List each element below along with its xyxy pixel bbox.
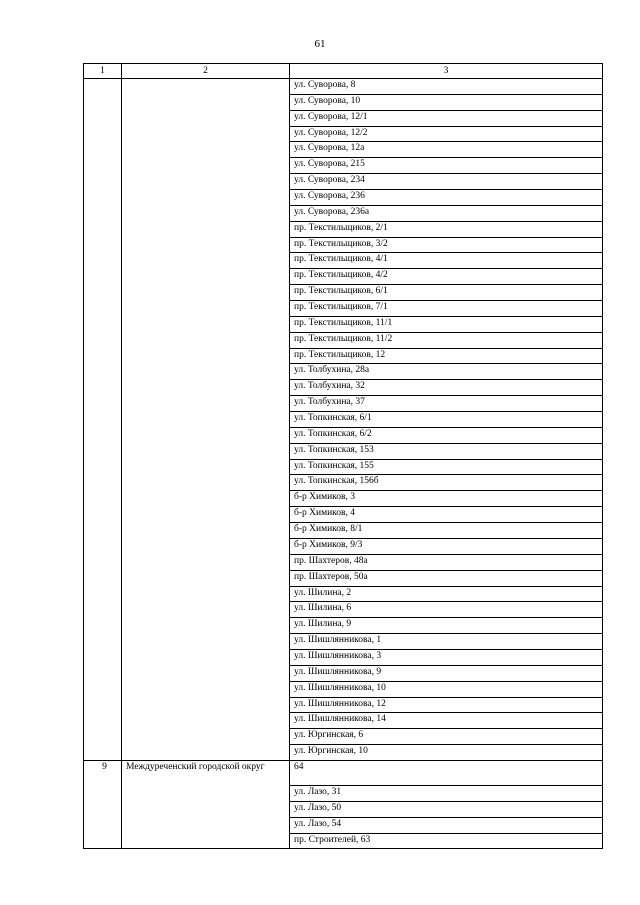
address-cell: ул. Лазо, 50 — [290, 801, 603, 817]
address-cell: ул. Топкинская, 155 — [290, 459, 603, 475]
table-row — [84, 760, 603, 785]
address-cell: ул. Суворова, 8 — [290, 79, 603, 95]
address-cell: пр. Текстильщиков, 6/1 — [290, 285, 603, 301]
district-name-cell — [122, 79, 290, 761]
address-cell: пр. Текстильщиков, 4/1 — [290, 253, 603, 269]
address-cell: пр. Текстильщиков, 4/2 — [290, 269, 603, 285]
address-cell: ул. Топкинская, 156б — [290, 475, 603, 491]
address-cell: пр. Текстильщиков, 12 — [290, 348, 603, 364]
header-col-3: 3 — [290, 64, 603, 79]
address-cell: ул. Юргинская, 6 — [290, 729, 603, 745]
page-number: 61 — [314, 38, 326, 50]
address-cell: ул. Топкинская, 6/1 — [290, 412, 603, 428]
address-cell: ул. Шишлянникова, 12 — [290, 697, 603, 713]
address-cell: б-р Химиков, 9/3 — [290, 538, 603, 554]
address-cell: ул. Шишлянникова, 14 — [290, 713, 603, 729]
address-cell: ул. Толбухина, 37 — [290, 396, 603, 412]
address-cell: ул. Шилина, 9 — [290, 618, 603, 634]
address-cell: пр. Шахтеров, 50а — [290, 570, 603, 586]
table-row — [84, 79, 603, 95]
address-cell: ул. Толбухина, 32 — [290, 380, 603, 396]
address-cell: ул. Суворова, 236а — [290, 205, 603, 221]
table-body — [84, 79, 603, 849]
district-name-cell: Междуреченский городской округ — [122, 760, 290, 848]
address-cell: ул. Топкинская, 6/2 — [290, 427, 603, 443]
address-cell: ул. Суворова, 215 — [290, 158, 603, 174]
address-cell: пр. Текстильщиков, 7/1 — [290, 301, 603, 317]
address-cell: пр. Текстильщиков, 3/2 — [290, 237, 603, 253]
address-cell: ул. Шилина, 6 — [290, 602, 603, 618]
address-cell: б-р Химиков, 4 — [290, 507, 603, 523]
address-cell: ул. Шилина, 2 — [290, 586, 603, 602]
address-cell: ул. Суворова, 10 — [290, 94, 603, 110]
header-col-2: 2 — [122, 64, 290, 79]
district-number-cell — [84, 79, 122, 761]
address-cell: ул. Суворова, 12/1 — [290, 110, 603, 126]
address-cell: ул. Суворова, 12/2 — [290, 126, 603, 142]
address-table — [83, 63, 603, 849]
address-cell: б-р Химиков, 3 — [290, 491, 603, 507]
address-cell: ул. Суворова, 12а — [290, 142, 603, 158]
address-count-cell: 64 — [290, 760, 603, 785]
address-cell: ул. Лазо, 31 — [290, 785, 603, 801]
address-cell: ул. Суворова, 236 — [290, 190, 603, 206]
address-cell: ул. Шишлянникова, 9 — [290, 665, 603, 681]
address-cell: пр. Текстильщиков, 11/2 — [290, 332, 603, 348]
address-cell: пр. Шахтеров, 48а — [290, 554, 603, 570]
address-cell: ул. Суворова, 234 — [290, 174, 603, 190]
address-cell: пр. Текстильщиков, 11/1 — [290, 316, 603, 332]
address-cell: ул. Шишлянникова, 10 — [290, 681, 603, 697]
address-cell: ул. Шишлянникова, 3 — [290, 649, 603, 665]
district-number-cell: 9 — [84, 760, 122, 848]
address-cell: ул. Лазо, 54 — [290, 817, 603, 833]
address-cell: пр. Текстильщиков, 2/1 — [290, 221, 603, 237]
header-row — [84, 64, 603, 79]
address-cell: ул. Топкинская, 153 — [290, 443, 603, 459]
address-cell: пр. Строителей, 63 — [290, 833, 603, 849]
address-cell: б-р Химиков, 8/1 — [290, 523, 603, 539]
address-cell: ул. Шишлянникова, 1 — [290, 634, 603, 650]
address-cell: ул. Юргинская, 10 — [290, 745, 603, 761]
header-col-1: 1 — [84, 64, 122, 79]
address-cell: ул. Толбухина, 28а — [290, 364, 603, 380]
